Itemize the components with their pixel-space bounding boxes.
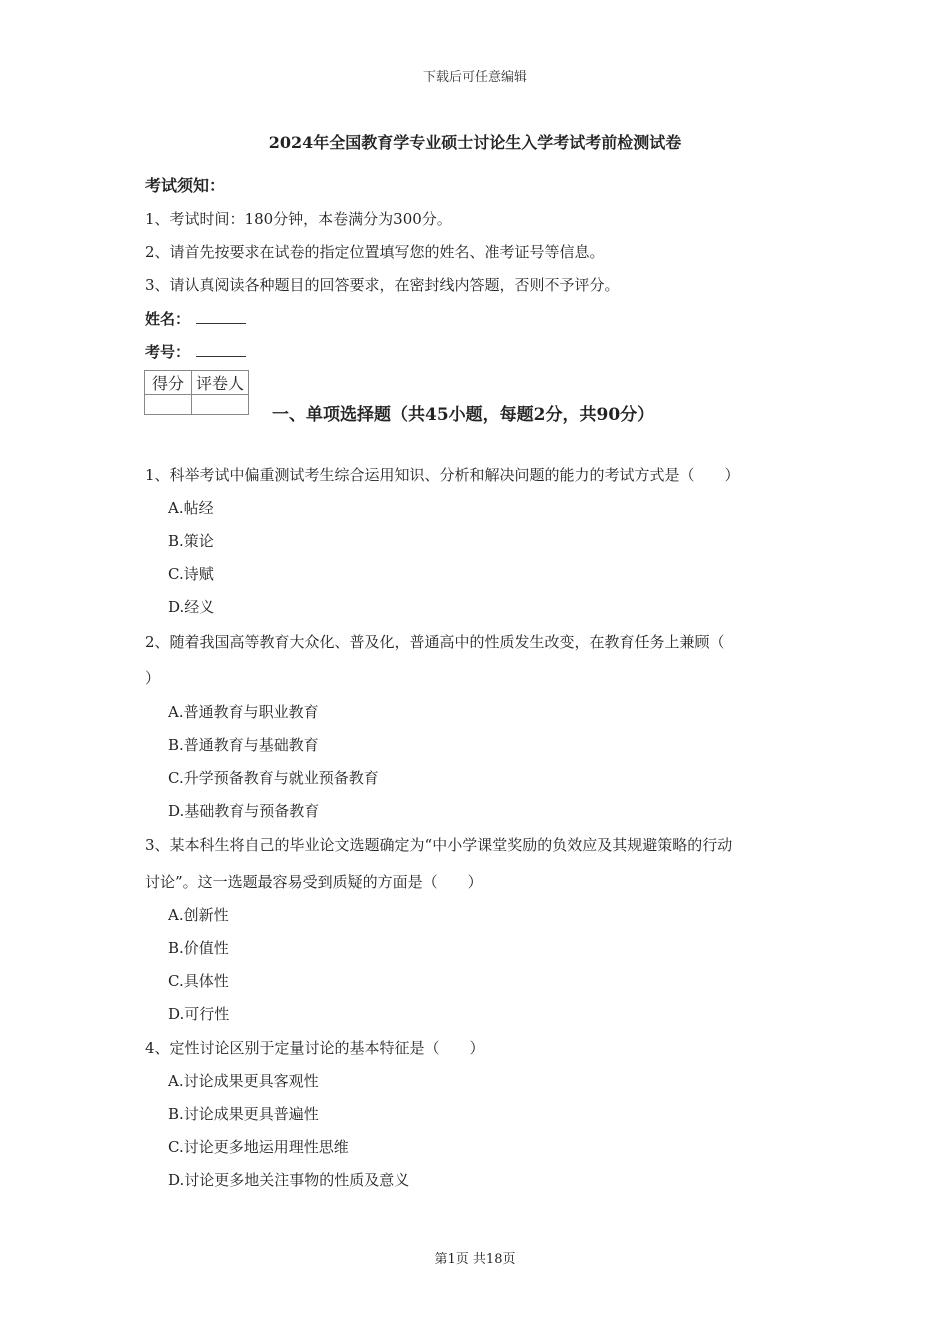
- question-2-option-a[interactable]: A.普通教育与职业教育: [168, 703, 319, 721]
- notice-item: 3、请认真阅读各种题目的回答要求，在密封线内答题，否则不予评分。: [145, 276, 620, 294]
- question-3-option-a[interactable]: A.创新性: [168, 906, 229, 924]
- name-blank[interactable]: [196, 309, 246, 324]
- question-2-option-b[interactable]: B.普通教育与基础教育: [168, 736, 319, 754]
- page-header: 下载后可任意编辑: [422, 70, 527, 85]
- question-3-option-b[interactable]: B.价值性: [168, 939, 229, 957]
- id-blank[interactable]: [196, 342, 246, 357]
- document-title: 2024年全国教育学专业硕士讨论生入学考试考前检测试卷: [268, 133, 682, 152]
- notice-heading: 考试须知：: [145, 176, 226, 195]
- question-4-option-b[interactable]: B.讨论成果更具普遍性: [168, 1105, 319, 1123]
- question-1-option-b[interactable]: B.策论: [168, 532, 214, 550]
- question-1-stem: 1、科举考试中偏重测试考生综合运用知识、分析和解决问题的能力的考试方式是（ ）: [145, 466, 740, 484]
- question-2-stem: 2、随着我国高等教育大众化、普及化，普通高中的性质发生改变，在教育任务上兼顾（: [145, 633, 725, 651]
- question-2-option-d[interactable]: D.基础教育与预备教育: [168, 802, 320, 820]
- question-3-option-d[interactable]: D.可行性: [168, 1005, 230, 1023]
- question-4-stem: 4、定性讨论区别于定量讨论的基本特征是（ ）: [145, 1039, 485, 1057]
- question-4-option-c[interactable]: C.讨论更多地运用理性思维: [168, 1138, 349, 1156]
- question-1-option-a[interactable]: A.帖经: [168, 499, 214, 517]
- question-3-stem: 3、某本科生将自己的毕业论文选题确定为“中小学课堂奖励的负效应及其规避策略的行动: [145, 836, 733, 854]
- question-3-stem-cont: 讨论”。这一选题最容易受到质疑的方面是（ ）: [145, 873, 483, 891]
- question-3-option-c[interactable]: C.具体性: [168, 972, 229, 990]
- name-field: [145, 308, 246, 329]
- question-4-option-a[interactable]: A.讨论成果更具客观性: [168, 1072, 319, 1090]
- question-4-option-d[interactable]: D.讨论更多地关注事物的性质及意义: [168, 1171, 410, 1189]
- name-label: 姓名：: [145, 310, 191, 328]
- grader-cell[interactable]: [192, 395, 249, 415]
- id-field: [145, 341, 246, 362]
- notice-item: 2、请首先按要求在试卷的指定位置填写您的姓名、准考证号等信息。: [145, 243, 605, 261]
- section-title: 一、单项选择题（共45小题，每题2分，共90分）: [272, 405, 655, 425]
- question-2-option-c[interactable]: C.升学预备教育与就业预备教育: [168, 769, 379, 787]
- score-header: 得分: [145, 371, 192, 395]
- question-2-stem-cont: ）: [145, 669, 161, 687]
- question-1-option-c[interactable]: C.诗赋: [168, 565, 214, 583]
- notice-item: 1、考试时间：180分钟，本卷满分为300分。: [145, 210, 452, 228]
- score-table: [144, 370, 249, 415]
- score-cell[interactable]: [145, 395, 192, 415]
- id-label: 考号：: [145, 343, 191, 361]
- grader-header: 评卷人: [192, 371, 249, 395]
- question-1-option-d[interactable]: D.经义: [168, 598, 215, 616]
- page-footer: 第1页 共18页: [434, 1252, 516, 1267]
